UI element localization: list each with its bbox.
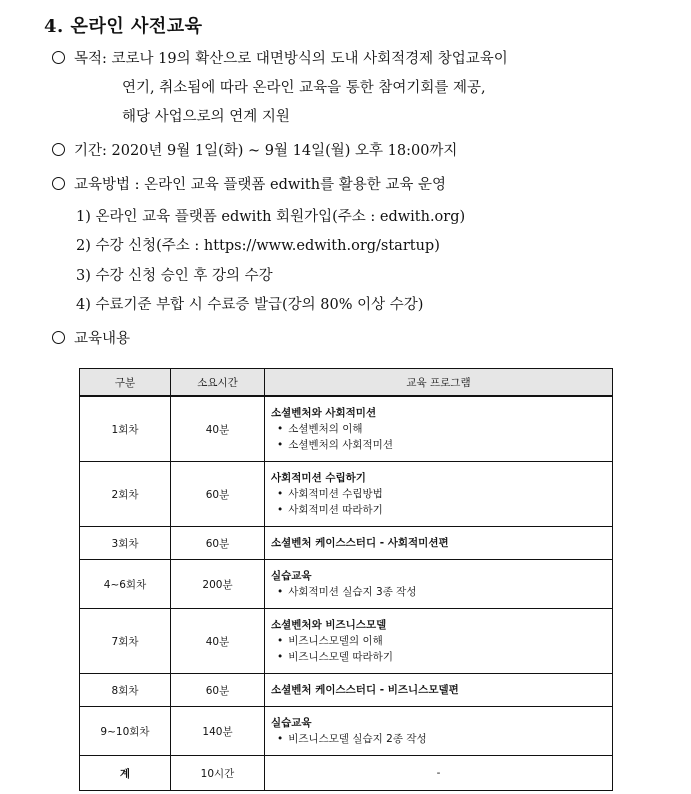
row-time: 60분 [171,527,265,560]
program-item: • 소셜벤처의 이해 [271,421,608,437]
row-program [265,527,613,560]
row-program [265,462,613,527]
circle-bullet-icon [52,331,65,344]
content-title: 교육내용 [74,331,131,347]
row-program [265,396,613,462]
row-time: 200분 [171,560,265,609]
program-item: • 사회적미션 실습지 3종 작성 [271,584,608,600]
table-row [80,527,613,560]
table-header-row [80,369,613,397]
table-row [80,609,613,674]
program-item: • 비즈니스모델 따라하기 [271,649,608,665]
row-time: 60분 [171,674,265,707]
purpose-line-1: 목적: 코로나 19의 확산으로 대면방식의 도내 사회적경제 창업교육이 [74,51,508,67]
row-program [265,674,613,707]
table-row [80,707,613,756]
row-session: 8회차 [80,674,171,707]
method-step-3: 3) 수강 신청 승인 후 강의 수강 [76,268,273,284]
program-title: 소셜벤처와 사회적미션 [271,407,377,419]
section-heading: 4. 온라인 사전교육 [44,16,203,37]
purpose-bullet [52,48,508,70]
row-session: 7회차 [80,609,171,674]
method-step-2: 2) 수강 신청(주소 : https://www.edwith.org/startup) [76,238,440,254]
program-title: 실습교육 [271,570,312,582]
purpose-line-2: 연기, 취소됨에 따라 온라인 교육을 통한 참여기회를 제공, [122,80,486,96]
table-row [80,396,613,462]
row-time: 40분 [171,609,265,674]
program-item: • 소셜벤처의 사회적미션 [271,437,608,453]
row-program [265,560,613,609]
period-text: 기간: 2020년 9월 1일(화) ~ 9월 14일(월) 오후 18:00까지 [74,143,458,159]
program-item: • 비즈니스모델 실습지 2종 작성 [271,731,608,747]
table-row [80,560,613,609]
method-bullet [52,174,446,196]
row-session: 4~6회차 [80,560,171,609]
total-row [80,756,613,791]
program-item: • 비즈니스모델의 이해 [271,633,608,649]
row-session: 2회차 [80,462,171,527]
row-time: 140분 [171,707,265,756]
total-program: - [265,756,613,791]
program-title: 소셜벤처 케이스스터디 - 비즈니스모델편 [271,684,459,696]
program-title: 사회적미션 수립하기 [271,472,366,484]
header-program: 교육 프로그램 [265,369,613,397]
circle-bullet-icon [52,51,65,64]
row-session: 9~10회차 [80,707,171,756]
program-item: • 사회적미션 따라하기 [271,502,608,518]
curriculum-table [79,368,613,791]
row-program [265,609,613,674]
circle-bullet-icon [52,143,65,156]
row-time: 60분 [171,462,265,527]
table-row [80,674,613,707]
table-row [80,462,613,527]
program-title: 실습교육 [271,717,312,729]
program-title: 소셜벤처와 비즈니스모델 [271,619,387,631]
header-session: 구분 [80,369,171,397]
program-item: • 사회적미션 수립방법 [271,486,608,502]
program-title: 소셜벤처 케이스스터디 - 사회적미션편 [271,537,449,549]
row-session: 1회차 [80,396,171,462]
total-label: 계 [80,756,171,791]
content-bullet [52,328,130,350]
circle-bullet-icon [52,177,65,190]
row-time: 40분 [171,396,265,462]
row-program [265,707,613,756]
method-step-4: 4) 수료기준 부합 시 수료증 발급(강의 80% 이상 수강) [76,297,424,313]
purpose-line-3: 해당 사업으로의 연계 지원 [122,109,290,125]
row-session: 3회차 [80,527,171,560]
method-title: 교육방법 : 온라인 교육 플랫폼 edwith를 활용한 교육 운영 [74,177,446,193]
total-time: 10시간 [171,756,265,791]
period-bullet [52,140,457,162]
method-step-1: 1) 온라인 교육 플랫폼 edwith 회원가입(주소 : edwith.org) [76,209,466,225]
header-time: 소요시간 [171,369,265,397]
